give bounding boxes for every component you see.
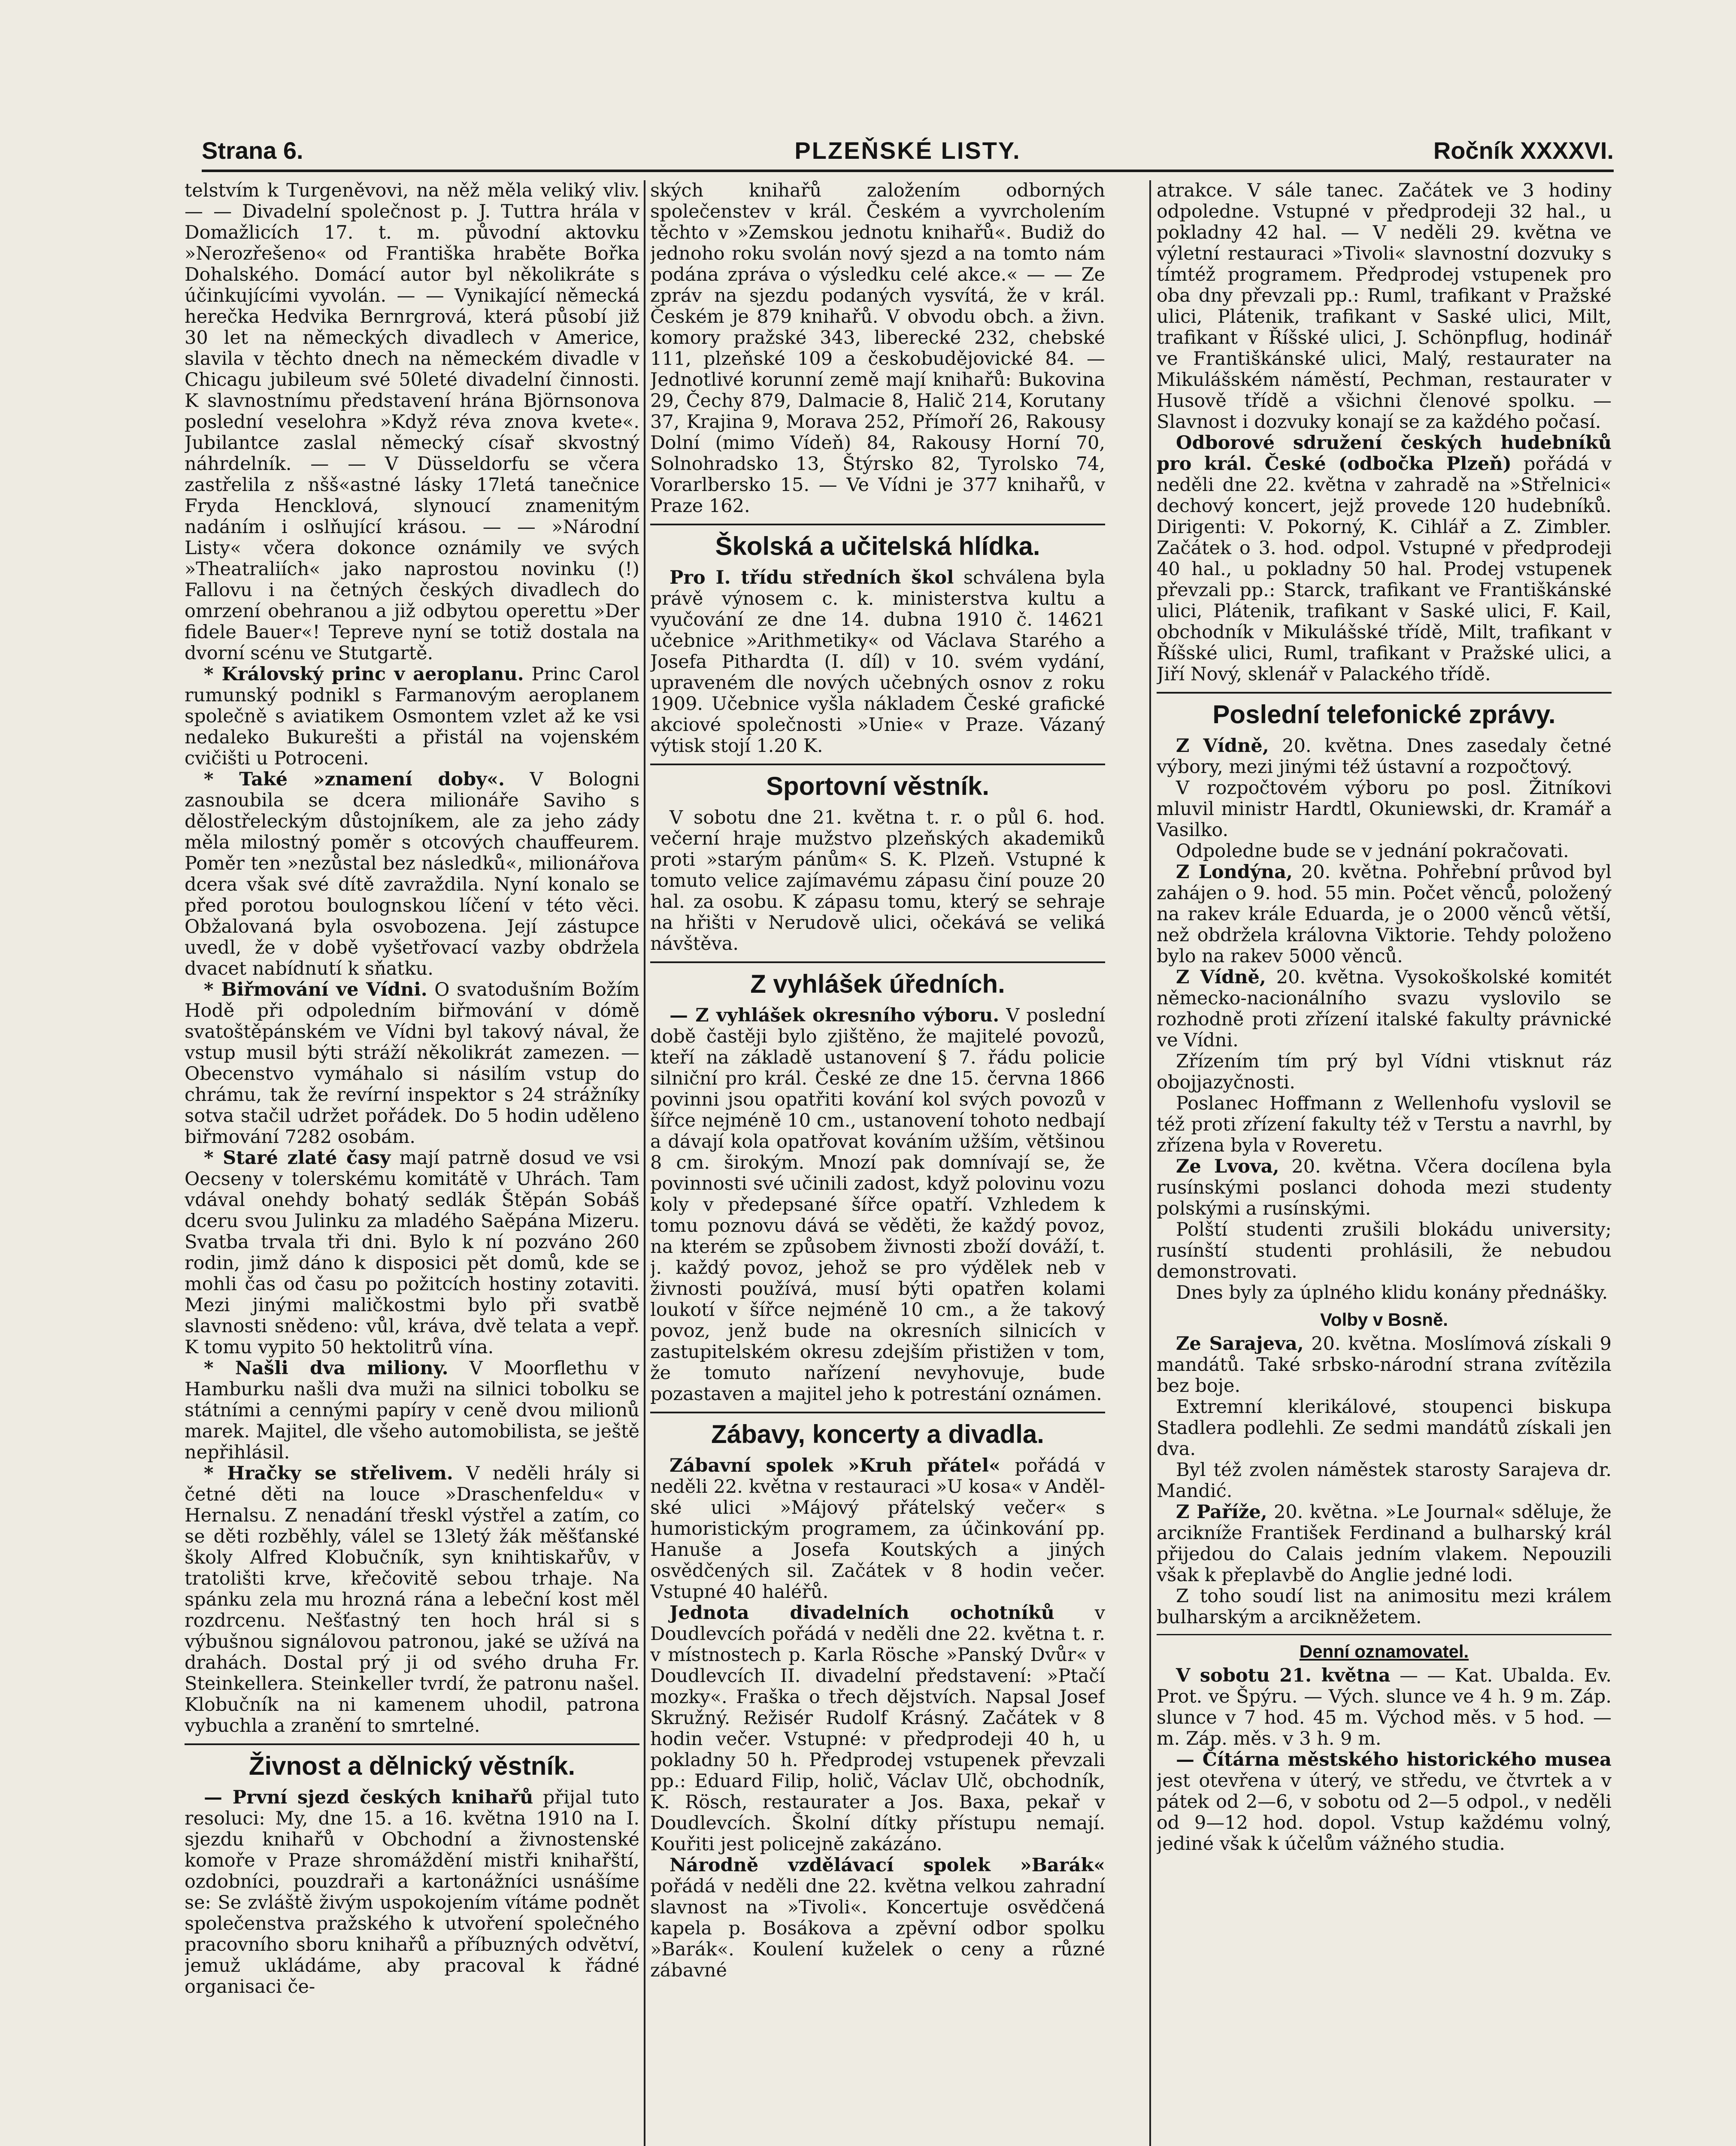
news-clericals: Extremní klerikálové, stoupenci biskupa Stadlera podlehli. Ze sedmi mandátů získali jen dva.: [1157, 1396, 1612, 1460]
news-sarajevo: Ze Sarajeva, 20. května. Moslímová získali 9 mandátů. Také srbsko-národní strana zvítězila bez boje.: [1157, 1333, 1612, 1397]
news-vienna-1: Z Vídně, 20. května. Dnes zasedaly četné výbory, mezi jinými též ústavní a rozpočtový.: [1157, 735, 1612, 778]
article-two-millions: * Našli dva miliony. V Moorflethu v Hamburku našli dva muži na silnici tobolku se státními a cennými papíry v ceně dvou milionů marek. Majitel, dle všeho automobilista, se ještě nepřihlásil.: [185, 1358, 639, 1463]
column-divider-2: [1149, 180, 1151, 2146]
news-budget-committee: V rozpočtovém výboru po posl. Žitníkovi mluvil ministr Hardtl, Okuniewski, dr. Kramář a Vasilko.: [1157, 777, 1612, 841]
article-football-match: V sobotu dne 21. května t. r. o půl 6. hod. večerní hraje mužstvo plzeňských akademiků proti »starým pánům« S. K. Plzeň. Vstupné k tomuto velice zajímavému zápasu činí pouze 20 hal. za osobu. K zápasu tomu, který se sehraje na hřišti v Nerudově ulici, očekává se veliká návštěva.: [650, 807, 1105, 955]
article-royal-prince: * Královský princ v aeroplanu. Princ Carol rumunský podnikl s Farmanovým aeroplanem společně s aviatikem Osmontem vzlet až ke vsi nedaleko Bukurešti a přistál na vojenském cvičišti u Potroceni.: [185, 664, 639, 769]
column-divider-1: [644, 180, 645, 2146]
news-paris: Z Paříže, 20. května. »Le Journal« sděluje, že arcikníže František Ferdinand a bulharský král přijedou do Calais jedním vlakem. Nepouzili však k přeplavbě do Anglie jedné lodi.: [1157, 1501, 1612, 1586]
news-bilingual: Zřízením tím prý byl Vídni vtisknut ráz obojjazyčnosti.: [1157, 1051, 1612, 1093]
news-london: Z Londýna, 20. května. Pohřební průvod byl zahájen o 9. hod. 55 min. Počet věnců, položený na rakev krále Eduarda, je o 2000 věnců větší, než obdržela královna Viktorie. Tehdy položeno bylo na rakev 5000 věnců.: [1157, 861, 1612, 967]
section-heading-trade: Živnost a dělnický věstník.: [185, 1743, 639, 1781]
article-bookbinders-continued: ských knihařů založením odborných společenstev v král. Českém a vyvrcholením těchto v »Zemskou jednotu knihařů«. Budiž do jednoho roku svolán nový sjezd a na tomto nám podána zpráva o výsledku celé akce.« — — Ze zpráv na sjezdu podaných vysvítá, že v král. Českém je 879 knihařů. V obvodu obch. a živn. komory pražské 343, liberecké 232, chebské 111, plzeňské 109 a českobudějovické 84. — Jednotlivé korunní země mají knihařů: Bukovina 29, Čechy 879, Dalmacie 8, Halič 214, Korutany 37, Krajina 9, Morava 252, Přímoří 26, Rakousy Dolní (mimo Vídeň) 84, Rakousy Horní 70, Solnohradsko 13, Štýrsko 82, Tyrolsko 74, Vorarlbersko 15. — Ve Vídni je 377 knihařů, v Praze 162.: [650, 180, 1105, 517]
news-vienna-2: Z Vídně, 20. května. Vysokoškolské komitét německo-nacionálního svazu vyslovilo se rozhodně proti zřízení italské fakulty právnické ve Vídni.: [1157, 967, 1612, 1051]
article-ammunition-toys: * Hračky se střelivem. V neděli hrály si četné děti na louce »Draschenfeldu« v Hernalsu. Z nenadání třeskl výstřel a zatím, co se děti rozběhly, válel se 13letý žák měšťanské školy Alfred Klobučník, syn knihtiskařův, v tratolišti krve, křečovitě sebou trhaje. Na spánku zela mu hrozná rána a lebeční kost měl rozdrcenu. Nešťastný ten hoch hrál si s výbušnou signálovou patronou, jaké se užívá na drahách. Dostal prý ji od svého druha Fr. Steinkellera. Steinkeller tvrdí, že patronu našel. Klobučník na ni kamenem uhodil, patrona vybuchla a zranění to smrtelné.: [185, 1463, 639, 1737]
article-kruh-pratel: Zábavní spolek »Kruh přátel« pořádá v neděli 22. května v restauraci »U kosa« v Andělské ulici »Májový přátelský večer« s humoristickým programem, za účinkování pp. Hanuše a Josefa Koutských a jiných osvědčených sil. Začátek v 8 hodin večer. Vstupné 40 haléřů.: [650, 1455, 1105, 1603]
header-rule: [202, 170, 1614, 172]
article-theatre-news: telstvím k Turgeněvovi, na něž měla veliký vliv. — — Divadelní společnost p. J. Tuttra hrála v Domažlicích 17. t. m. původní aktovku »Nerozřešeno« od Františka hraběte Bořka Dohalského. Domácí autor byl několikráte s účinkujícími vyvolán. — — Vynikající německá herečka Hedvika Bernrgrová, která působí již 30 let na německých divadlech v Americe, slavila v těchto dnech na německém divadle v Chicagu jubileum své 50leté divadelní činnosti. K slavnostnímu představení hrána Björnsonova poslední veselohra »Když réva znova kvete«. Jubilantce zaslal německý císař skvostný náhrdelník. — — V Düsseldorfu se včera zastřelila z nšš«astné lásky 17letá tanečnice Fryda Hencklová, slynoucí znamenitým nadáním i oslňující krásou. — — »Národní Listy« včera dokonce oznámily ve svých »Theatraliích« jako naprostou novinku (!) Fallovu i na četných českých divadlech do omrzení obehranou a již odbytou operettu »Der fidele Bauer«! Tepreve nyní se totiž dostala na dvorní scénu ve Stutgartě.: [185, 180, 639, 664]
article-amateur-theatre: Jednota divadelních ochotníků v Doudlevcích pořádá v neděli dne 22. května t. r. v místnostech p. Karla Rösche »Panský Dvůr« v Doudlevcích II. divadelní představení: »Ptačí mozky«. Fraška o třech dějstvích. Napsal Josef Skružný. Režisér Rudolf Krásný. Začátek v 8 hodin večer. Vstupné: v předprodeji 40 h, u pokladny 50 h. Předprodej vstupenek převzali pp.: Eduard Filip, holič, Václav Ulč, obchodník, K. Rösch, restaurater a Jos. Baxa, pekař v Doudlevcích. Školní dítky přístupu nemají. Kouřiti jest policejně zakázáno.: [650, 1602, 1105, 1855]
article-barak-continued: atrakce. V sále tanec. Začátek ve 3 hodiny odpoledne. Vstupné v předprodeji 32 hal., u pokladny 42 hal. — V neděli 29. května ve výletní restauraci »Tivoli« slavnostní dozvuky s tímtéž programem. Předprodej vstupenek pro oba dny převzali pp.: Ruml, trafikant v Pražské ulici, Plátenik, trafikant v Saské ulici, Milt, trafikant v Říšské ulici, J. Schönpflug, hodinář ve Františkánské ulici, Malý, restaurater na Mikulášském náměstí, Pechman, restaurater v Husově třídě a všichni členové spolku. — Slavnost i dozvuky konají se za každého počasí.: [1157, 180, 1612, 433]
subheading-bosnia-elections: Volby v Bosně.: [1320, 1309, 1448, 1330]
section-heading-school: Školská a učitelská hlídka.: [650, 524, 1105, 561]
section-heading-sport: Sportovní věstník.: [650, 764, 1105, 801]
volume-number: Ročník XXXXVI.: [1433, 137, 1614, 164]
section-heading-official: Z vyhlášek úředních.: [650, 961, 1105, 999]
news-polish-students: Polští studenti zrušili blokádu university; rusínští studenti prohlásili, že nebudou demonstrovati.: [1157, 1219, 1612, 1282]
news-hoffmann: Poslanec Hoffmann z Wellenhofu vyslovil se též proti zřízení fakulty též v Terstu a navrhl, by zřízena byla v Roveretu.: [1157, 1093, 1612, 1156]
notice-museum-reading-room: — Čítárna městského historického musea jest otevřena v úterý, ve středu, ve čtvrtek a v pátek od 2—6, v sobotu od 2—5 odpol., v neděli od 9—12 hod. dopol. Vstup každému volný, jediné však k účelům vážného studia.: [1157, 1749, 1612, 1855]
subheading-daily-notices: Denní oznamovatel.: [1299, 1641, 1469, 1661]
section-heading-telephone: Poslední telefonické zprávy.: [1157, 692, 1612, 730]
news-afternoon: Odpoledne bude se v jednání pokračovati.: [1176, 840, 1569, 862]
newspaper-title: PLZEŇSKÉ LISTY.: [794, 137, 1021, 164]
article-confirmation-vienna: * Biřmování ve Vídni. O svatodušním Božím Hodě při odpoledním biřmování v dómě svatoštěpánském ve Vídni byl takový nával, že vstup musil býti stráží několikrát zamezen. — Obecenstvo vymáhalo si násilím vstup do chrámu, tak že revírní inspektor s 24 strážníky sotva stačil udržet pořádek. Do 5 hodin uděleno biřmování 7282 osobám.: [185, 979, 639, 1148]
section-heading-entertainment: Zábavy, koncerty a divadla.: [650, 1412, 1105, 1449]
news-lvov: Ze Lvova, 20. května. Včera docílena byla rusínskými poslanci dohoda mezi studenty polskými a rusínskými.: [1157, 1156, 1612, 1219]
separator-rule: [1157, 1634, 1612, 1635]
column-2: [650, 180, 1105, 2146]
column-1: [185, 180, 639, 2146]
article-textbook: Pro I. třídu středních škol schválena byla právě výnosem c. k. ministerstva kultu a vyučování ze dne 14. dubna 1910 č. 14621 učebnice »Arithmetiky« od Václava Starého a Josefa Pithardta (I. díl) v 10. svém vydání, upraveném dle nových učebných osnov z roku 1909. Učebnice vyšla nákladem České grafické akciové společnosti »Unie« v Praze. Vázaný výtisk stojí 1.20 K.: [650, 567, 1105, 757]
article-musicians-concert: Odborové sdružení českých hudebníků pro král. České (odbočka Plzeň) pořádá v neděli dne 22. května v zahradě na »Střelnici« dechový koncert, jejž provede 120 hudebníků. Dirigenti: V. Pokorný, K. Cihlář a Z. Zimbler. Začátek o 3. hod. odpol. Vstupné v předprodeji 40 hal., u pokladny 50 hal. Prodej vstupenek převzali pp.: Starck, trafikant ve Františkánské ulici, Plátenik, trafikant v Saské ulici, F. Kail, obchodník v Mikulášské třídě, Milt, trafikant v Říšské ulici, Ruml, trafikant v Pražské ulici, a Jiří Nový, sklenář v Palackého třídě.: [1157, 432, 1612, 685]
article-golden-times: * Staré zlaté časy mají patrně dosud ve vsi Oecseny v tolerskému komitátě v Uhrách. Tam vdával onehdy bohatý sedlák Štěpán Sobáš dceru svou Julinku za mladého Saěpána Mizeru. Svatba trvala tři dni. Bylo k ní pozváno 260 rodin, jimž dáno k disposici pět domů, kde se mohli čas od času po požitcích hostiny zotaviti. Mezi jinými maličkostmi bylo při svatbě slavnosti snědeno: vůl, kráva, dvě telata a vepř. K tomu vypito 50 hektolitrů vína.: [185, 1147, 639, 1358]
article-barak-society: Národně vzdělávací spolek »Barák« pořádá v neděli dne 22. května velkou zahradní slavnost na »Tivoli«. Koncertuje osvědčená kapela p. Bosákova a zpěvní odbor spolku »Barák«. Koulení kuželek o ceny a různé zábavné: [650, 1855, 1105, 1981]
news-mayor-deputy: Byl též zvolen náměstek starosty Sarajeva dr. Mandić.: [1157, 1459, 1612, 1502]
news-animosity: Z toho soudí list na animositu mezi králem bulharským a arcikněžetem.: [1157, 1585, 1612, 1628]
article-bookbinders-congress: — První sjezd českých knihařů přijal tuto resoluci: My, dne 15. a 16. května 1910 na I. sjezdu knihařů v Obchodní a živnostenské komoře v Praze shromáždění mistři knihařští, ozdobníci, pouzdraři a kartonážníci usnášíme se: Se zvláště živým uspokojením vítáme podnět společenstva pražského k utvoření společného pracovního sboru knihařů a příbuzných odvětví, jemuž ukládáme, aby pracoval k řádné organisaci če-: [185, 1787, 639, 1997]
article-sign-of-times: * Také »znamení doby«. V Bologni zasnoubila se dcera milionáře Saviho s dělostřeleckým důstojníkem, ale za jeho zády měla milostný poměr s otcových chauffeurem. Poměr ten »nezůstal bez následků«, milionářova dcera však své dítě zavraždila. Nyní konalo se před porotou boulognskou líčení v této věci. Obžalovaná byla osvobozena. Její zástupce uvedl, že v době vyšetřovací vazby obdržela dvacet nabídnutí k sňatku.: [185, 769, 639, 979]
article-district-notice: — Z vyhlášek okresního výboru. V poslední době častěji bylo zjištěno, že majitelé povozů, kteří na základě ustanovení § 7. řádu policie silniční pro král. České ze dne 15. června 1866 povinni jsou opatřiti kování kol svých povozů v šířce nejméně 10 cm., ustanovení tohoto nedbají a dávají kola opatřovat kováním užším, většinou 8 cm. širokým. Mnozí pak domnívají se, že povinnosti své učinili zadost, když polovinu vozu koly v předepsané šířce opatří. Vzhledem k tomu poznovu dává se věděti, že každý povoz, na kterém se způsobem živnosti zboží dováží, t. j. každý povoz, jehož se pro výdělek neb v živnosti používá, musí býti opatřen kolami loukotí v šířce nejméně 10 cm., a že takový povoz, jenž bude na okresních silnicích v zastupitelském okresu zdejším přistižen v tom, že tomuto nařízení nevyhovuje, bude pozastaven a majitel jeho k potrestání oznámen.: [650, 1005, 1105, 1405]
news-lectures: Dnes byly za úplného klidu konány přednášky.: [1176, 1282, 1608, 1303]
page-number: Strana 6.: [202, 137, 303, 164]
notice-saturday: V sobotu 21. května — — Kat. Ubalda. Ev. Prot. ve Špýru. — Vých. slunce ve 4 h. 9 m. Záp. slunce v 7 hod. 45 m. Východ měs. v 5 hod. — m. Záp. měs. v 3 h. 9 m.: [1157, 1665, 1612, 1749]
page-header: [202, 133, 1614, 167]
column-3: [1157, 180, 1612, 2146]
